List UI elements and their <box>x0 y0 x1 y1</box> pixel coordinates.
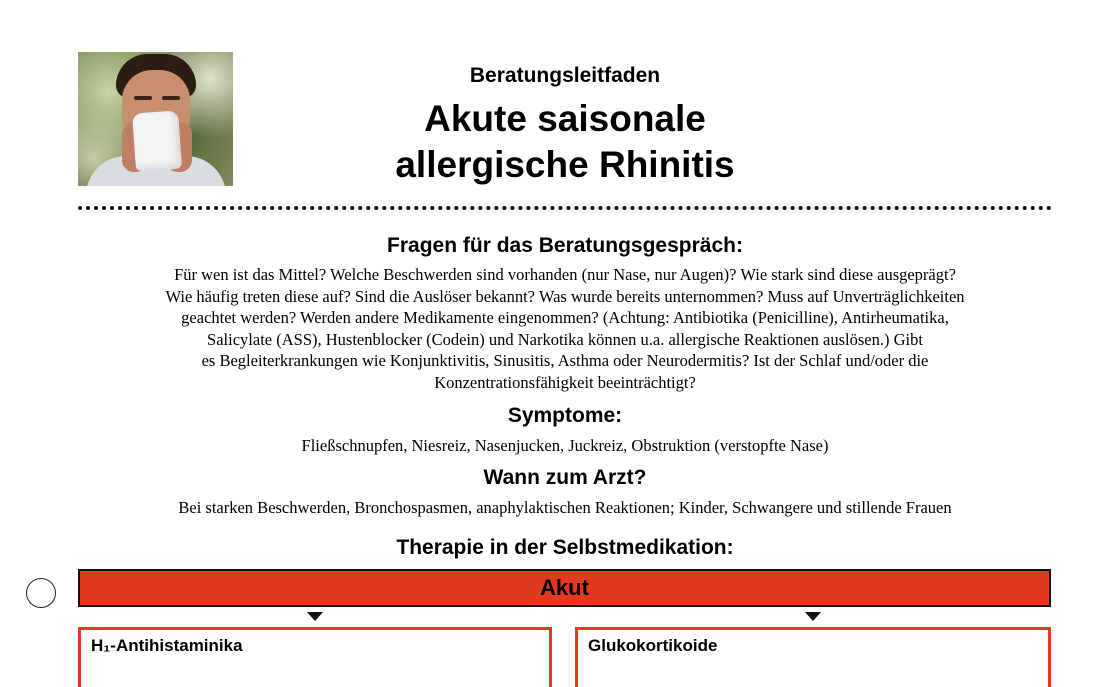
page-title <box>300 96 830 188</box>
questions-line: es Begleiterkrankungen wie Konjunktivitis, Sinusitis, Asthma oder Neurodermitis? Ist der Schlaf und/oder die <box>201 351 929 370</box>
doctor-heading: Wann zum Arzt? <box>483 466 647 489</box>
dotted-divider <box>78 206 1052 210</box>
arrow-down-icon <box>805 612 821 621</box>
symptoms-text: Fließschnupfen, Niesreiz, Nasenjucken, Juckreiz, Obstruktion (verstopfte Nase) <box>301 436 829 455</box>
document-kicker: Beratungsleitfaden <box>469 64 661 87</box>
therapy-heading: Therapie in der Selbstmedikation: <box>396 536 734 559</box>
corticosteroids-title: Glukokortikoide <box>588 636 718 655</box>
corticosteroids-box <box>575 627 1051 687</box>
questions-line: Wie häufig treten diese auf? Sind die Auslöser bekannt? Was wurde bereits unternommen? Muss auf Unverträglichkeiten <box>165 286 965 306</box>
questions-heading: Fragen für das Beratungsgespräch: <box>387 234 743 257</box>
questions-line: Salicylate (ASS), Hustenblocker (Codein) und Narkotika können u.a. allergische Reaktionen auslösen.) Gibt <box>207 329 923 349</box>
radio-button[interactable] <box>26 578 56 608</box>
doctor-text: Bei starken Beschwerden, Bronchospasmen, anaphylaktischen Reaktionen; Kinder, Schwangere und stillende Frauen <box>178 498 952 517</box>
symptoms-heading: Symptome: <box>507 404 623 427</box>
sneezing-man-photo <box>78 52 233 186</box>
questions-line: Für wen ist das Mittel? Welche Beschwerden sind vorhanden (nur Nase, nur Augen)? Wie stark sind diese ausgeprägt? <box>174 265 956 284</box>
questions-line: Konzentrationsfähigkeit beeinträchtigt? <box>434 372 696 392</box>
title-line-1: Akute saisonale <box>424 98 706 139</box>
antihistamines-box <box>78 627 552 687</box>
arrow-down-icon <box>307 612 323 621</box>
questions-text <box>78 264 1052 393</box>
questions-line: geachtet werden? Werden andere Medikamente eingenommen? (Achtung: Antibiotika (Penicilline), Antirheumatika, <box>181 308 949 327</box>
acute-bar <box>78 569 1051 607</box>
title-line-2: allergische Rhinitis <box>395 144 735 185</box>
antihistamines-title: H₁-Antihistaminika <box>91 636 243 655</box>
acute-label: Akut <box>540 575 589 600</box>
